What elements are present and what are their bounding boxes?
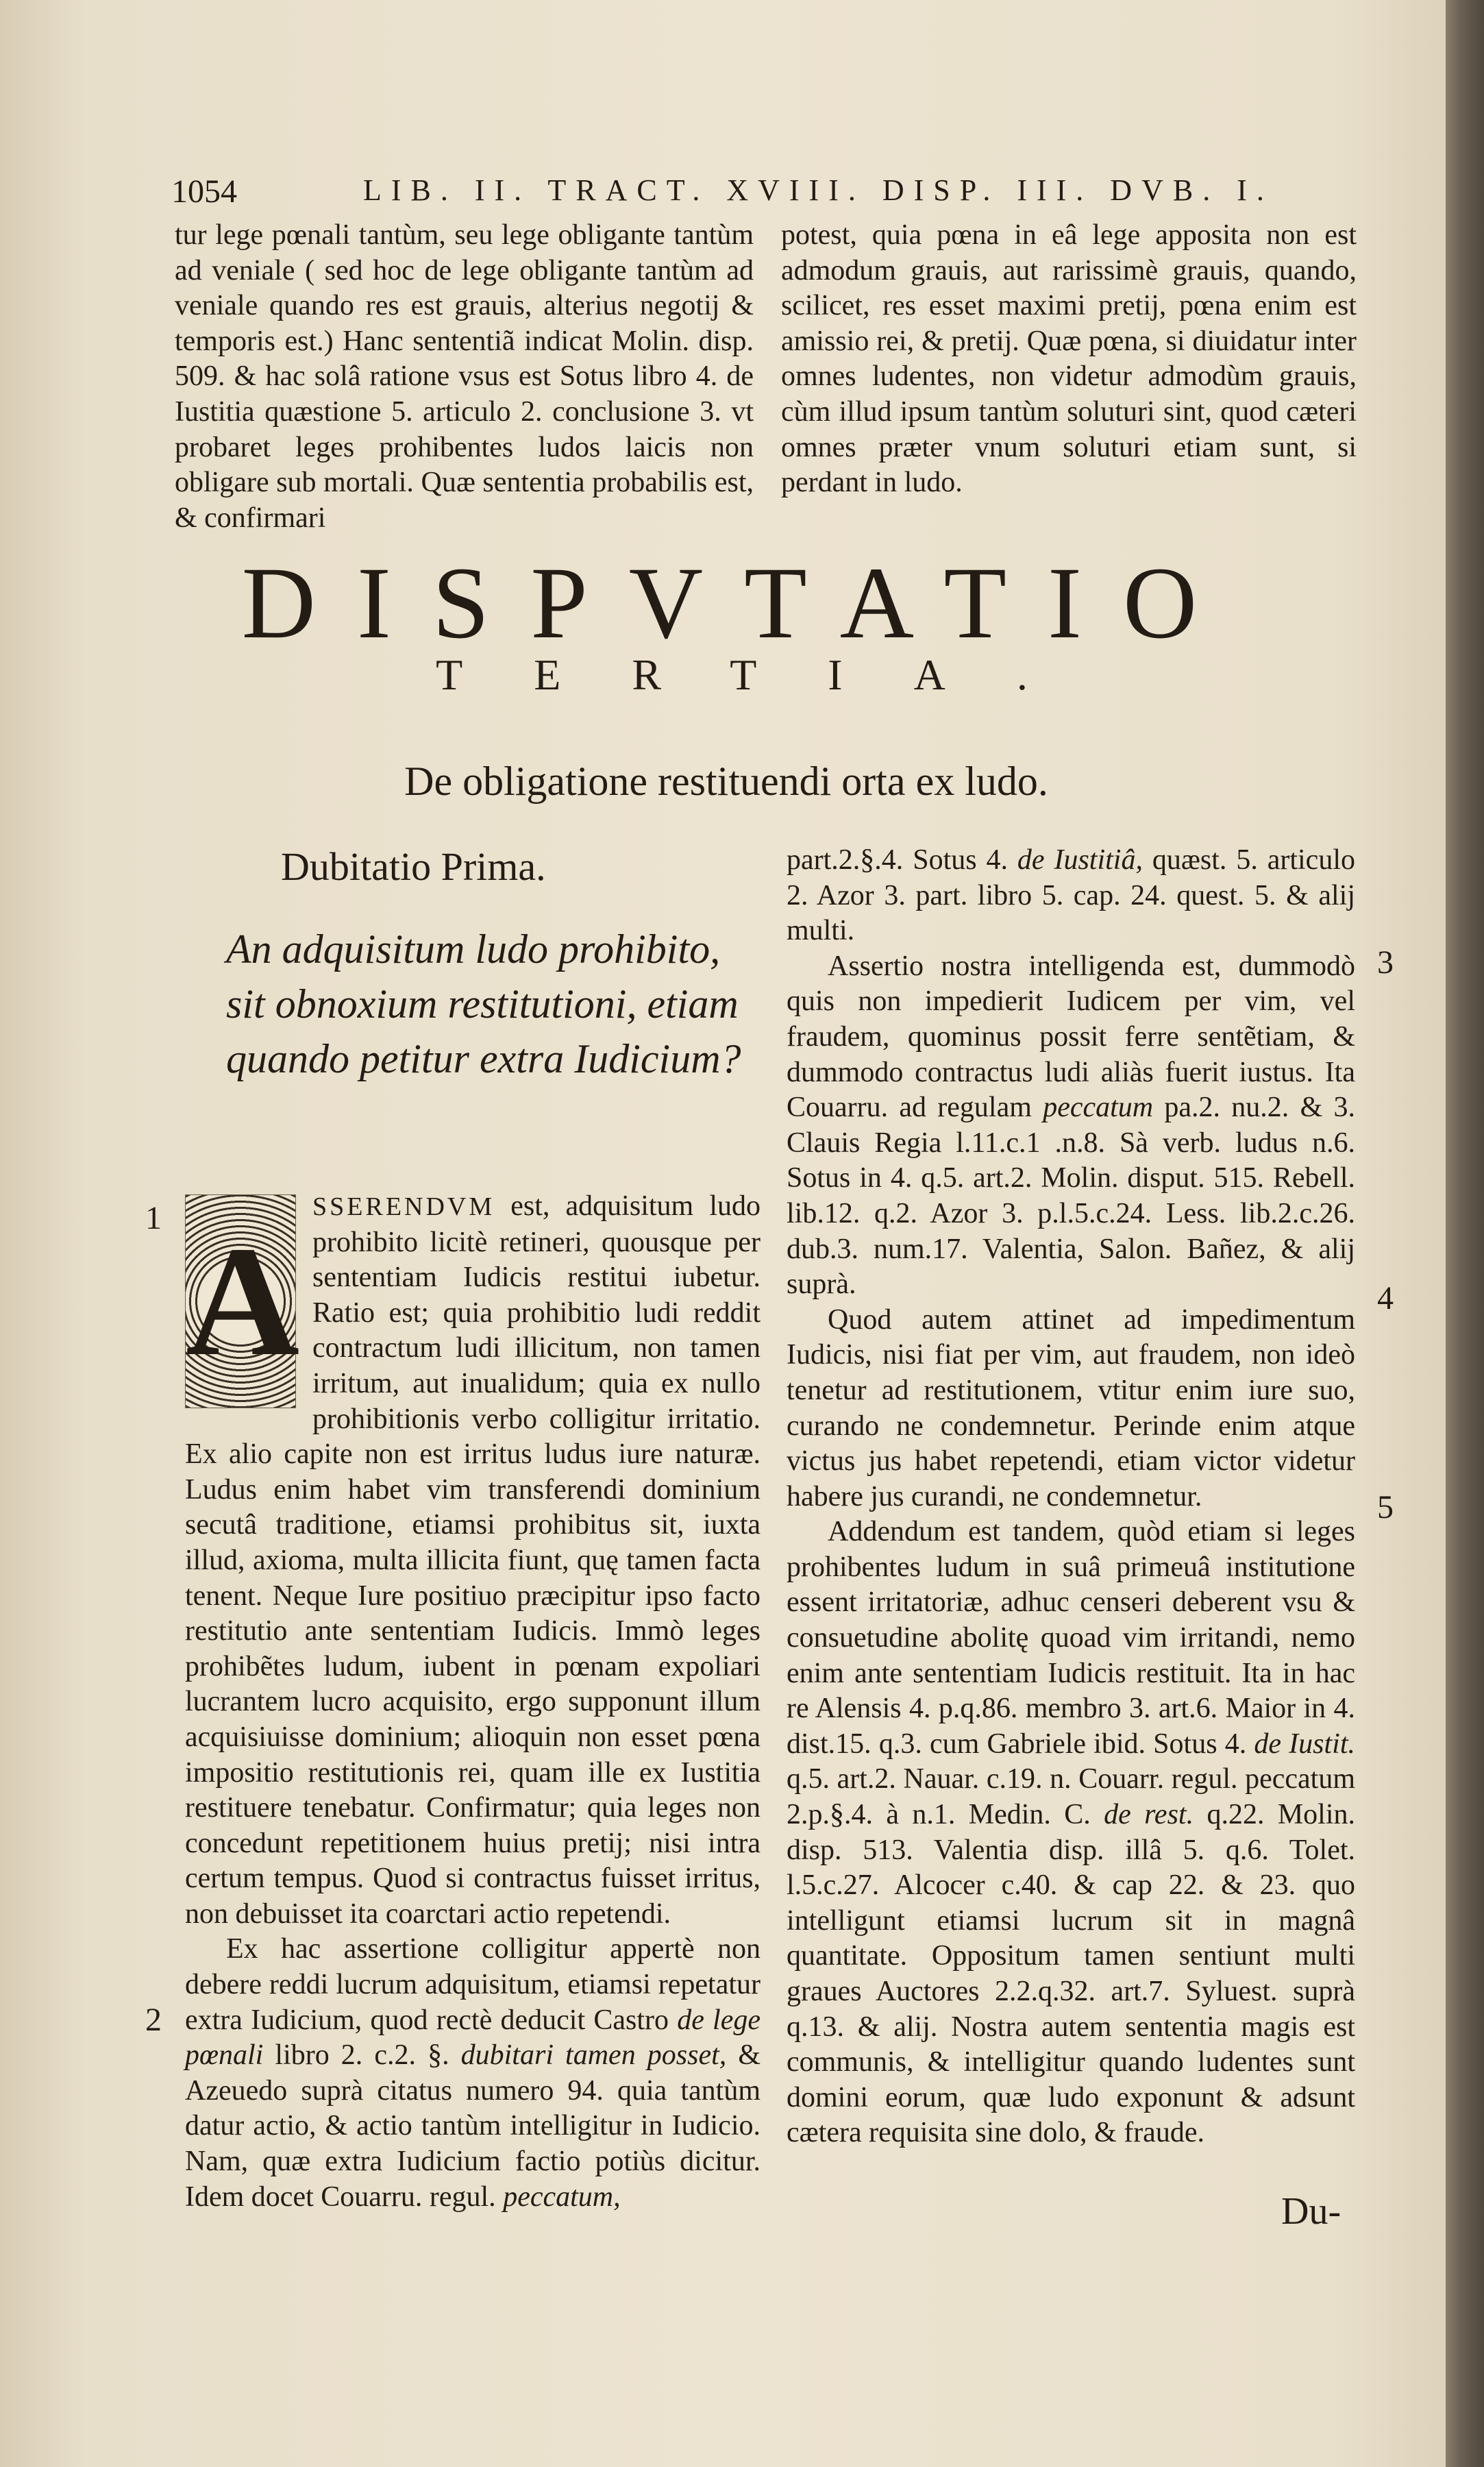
margin-number-4: 4 bbox=[1377, 1280, 1394, 1316]
text-run: pa.2. nu.2. & 3. Clauis Regia l.11.c.1 .n.8. Sà verb. ludus n.6. Sotus in 4. q.5. art.2. Molin. disput. 515. Rebell. lib.12. q.2. Azor 3. p.l.5.c.24. Less. lib.2.c.26. dub.3. num.17. Valentia, Salon. Bañez, & alij suprà. bbox=[787, 1092, 1355, 1301]
ornamental-initial bbox=[185, 1194, 300, 1408]
main-left-column bbox=[185, 1189, 760, 2215]
italic-run: de Iustit. bbox=[1254, 1728, 1355, 1760]
text-run: Addendum est tandem, quòd etiam si leges prohibentes ludum in suâ primeuâ institutione essent irritatoriæ, adhuc censeri deberent vsu & consuetudine abolitę quoad vim irritandi, nemo enim ante sententiam Iudicis restituit. Ita in hac re Alensis 4. p.q.86. membro 3. art.6. Maior in 4. dist.15. q.3. cum Gabriele ibid. Sotus 4. bbox=[787, 1516, 1355, 1760]
top-left-column bbox=[175, 218, 754, 536]
top-right-paragraph: potest, quia pœna in eâ lege apposita non est admodum grauis, aut rarissimè grauis, quando, scilicet, res esset maximi pretij, pœna enim est amissio rei, & pretij. Quæ pœna, si diuidatur inter omnes ludentes, non videtur admodùm grauis, cùm illud ipsum tantùm soluturi sint, quod cæteri omnes præter vnum soluturi etiam sunt, si perdant in ludo. bbox=[781, 219, 1357, 499]
text-run: & Azeuedo suprà citatus numero 94. quia tantùm datur actio, & actio tantùm intelligitur in Iudicio. Nam, quæ extra Iudicium factio potiùs dicitur. Idem docet Couarru. regul. bbox=[185, 2039, 760, 2213]
main-right-column bbox=[787, 843, 1355, 2151]
disputatio-title: DISPVTATIO bbox=[241, 546, 1239, 660]
opening-word: SSERENDVM bbox=[312, 1192, 495, 1221]
paragraph-1 bbox=[185, 1189, 760, 1932]
italic-run: de rest. bbox=[1104, 1799, 1194, 1831]
top-left-paragraph: tur lege pœnali tantùm, seu lege obligante tantùm ad veniale ( sed hoc de lege obligante tantùm ad veniale quando res est grauis, alterius negotij & temporis est.) Hanc sententiã indicat Molin. disp. 509. & hac solâ ratione vsus est Sotus libro 4. de Iustitia quæstione 5. articulo 2. conclusione 3. vt probaret leges prohibentes ludos laicis non obligare sub mortali. Quæ sententia probabilis est, & confirmari bbox=[175, 219, 754, 534]
text-run: Assertio nostra intelligenda est, dummodò quis non impedierit Iudicem per vim, vel fraudem, quominus possit ferre sentẽtiam, & dummodo contractus ludi aliàs fuerit iustus. Ita Couarru. ad regulam bbox=[787, 950, 1355, 1124]
italic-run: peccatum bbox=[1043, 1092, 1154, 1124]
text-run: quæst. 5. articulo 2. Azor 3. part. libro 5. cap. 24. quest. 5. & alij multi. bbox=[787, 844, 1355, 947]
top-right-column bbox=[781, 218, 1357, 501]
disputatio-subject: De obligatione restituendi orta ex ludo. bbox=[404, 759, 1048, 804]
book-spine-edge bbox=[1446, 0, 1484, 2467]
italic-run: de lege pœnali bbox=[185, 2004, 761, 2072]
margin-number-1: 1 bbox=[145, 1200, 162, 1236]
margin-number-2: 2 bbox=[145, 2002, 162, 2038]
dropcap-letter: A bbox=[186, 1214, 300, 1388]
italic-run: dubitari tamen posset, bbox=[460, 2039, 727, 2072]
text-run: q.22. Molin. disp. 513. Valentia disp. illâ 5. q.6. Tolet. l.5.c.27. Alcocer c.40. & cap 22. & 23. quo intelligunt etiamsi lucrum sit in magnâ quantitate. Oppositum tamen sentiunt multi graues Auctores 2.2.q.32. art.7. Syluest. suprà q.13. & alij. Nostra autem sententia magis est communis, & intelligitur quando ludentes sunt domini eorum, quæ ludo exponunt & adsunt cætera requisita sine dolo, & fraude. bbox=[787, 1799, 1356, 2149]
text-run: Ex hac assertione colligitur appertè non debere reddi lucrum adquisitum, etiamsi repetatur extra Iudicium, quod rectè deducit Castro bbox=[185, 1933, 760, 2036]
paragraph-5 bbox=[787, 1514, 1355, 2151]
margin-number-5: 5 bbox=[1377, 1489, 1394, 1525]
continuation-paragraph bbox=[787, 843, 1355, 949]
text-run: part.2.§.4. Sotus 4. bbox=[787, 844, 1017, 876]
paragraph-1-text: est, adquisitum ludo prohibito licitè retineri, quousque per sententiam Iudicis restitui iubetur. Ratio est; quia prohibitio ludi reddit contractum ludi illicitum, non tamen irritum, aut inualidum; quia ex nullo prohibitionis verbo colligitur irritatio. Ex alio capite non est irritus ludus iure naturæ. Ludus enim habet vim transferendi dominium secutâ traditione, etiamsi prohibitus sit, iuxta illud, axioma, multa illicita fiunt, quę tamen facta tenent. Neque Iure positiuo præcipitur ipso facto restitutio ante sententiam Iudicis. Immò leges prohibẽtes ludum, iubent in pœnam expoliari lucrantem lucro acquisito, ergo supponunt illum acquisiuisse dominium; alioquin non esset pœna impositio restitutionis rei, quam ille ex Iustitia restituere tenebatur. Confirmatur; quia leges non concedunt repetitionem huius pretij; nisi intra certum tempus. Quod si contractus fuisset irritus, non debuisset ita coarctari actio repetendi. bbox=[185, 1190, 760, 1930]
catchword: Du- bbox=[1281, 2190, 1341, 2233]
italic-run: peccatum, bbox=[503, 2181, 621, 2213]
dubitatio-question: An adquisitum ludo prohibito, sit obnoxium restitutioni, etiam quando petitur extra Iudicium? bbox=[226, 926, 741, 1081]
page-header bbox=[171, 173, 1350, 221]
italic-run: de Iustitiâ, bbox=[1017, 844, 1143, 876]
paragraph-4: Quod autem attinet ad impedimentum Iudicis, nisi fiat per vim, aut fraudem, non ideò tenetur ad restitutionem, vtitur enim iure suo, curando ne condemnetur. Perinde enim atque victus jus habet repetendi, etiam victor videtur habere jus curandi, ne condemnetur. bbox=[787, 1303, 1355, 1512]
paragraph-3 bbox=[787, 949, 1355, 1303]
paragraph-2 bbox=[185, 1932, 760, 2215]
margin-number-3: 3 bbox=[1377, 944, 1394, 981]
page-number: 1054 bbox=[171, 173, 237, 210]
text-run: libro 2. c.2. §. bbox=[263, 2039, 461, 2072]
dubitatio-title: Dubitatio Prima. bbox=[281, 844, 546, 889]
disputatio-subtitle: TERTIA. bbox=[436, 650, 1099, 699]
text-run: q.5. art.2. Nauar. c.19. n. Couarr. regul. peccatum 2.p.§.4. à n.1. Medin. C. bbox=[787, 1763, 1355, 1831]
running-title: LIB. II. TRACT. XVIII. DISP. III. DVB. I. bbox=[363, 173, 1274, 207]
